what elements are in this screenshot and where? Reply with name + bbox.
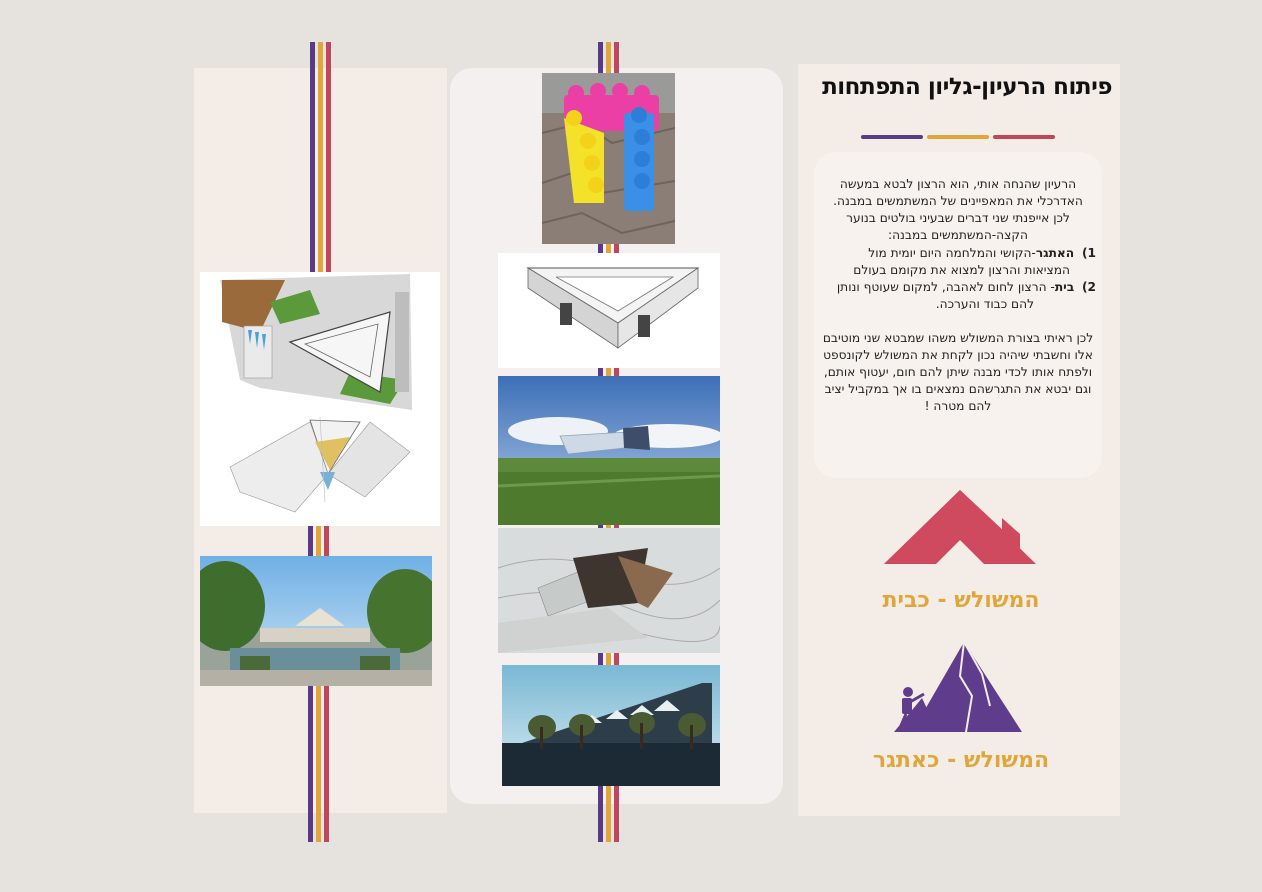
conclusion-line-4: וגם יבטא את התגרשהם נמצאים בו אך במקביל יציב xyxy=(824,382,1092,396)
middle-stripes-6 xyxy=(598,778,619,842)
point-1-number: 1) xyxy=(1081,246,1096,260)
courtyard-render-image xyxy=(200,556,432,686)
conclusion-line-5: להם מטרה ! xyxy=(924,399,992,413)
intro-line-3: לכן אייפנתי שני דברים שבעיני בולטים בנוער xyxy=(846,211,1070,225)
house-roof-icon xyxy=(880,484,1040,570)
mountain-caption: המשולש - כאתגר xyxy=(872,748,1050,773)
terrain-model-image xyxy=(498,528,720,653)
site-plan-image xyxy=(200,272,440,526)
intro-line-1: הרעיון שהנחה אותי, הוא הרצון לבטא במעשה xyxy=(839,177,1077,191)
point-1-term: האתגר xyxy=(1035,246,1075,260)
night-facade-render-image xyxy=(502,665,720,786)
point-2-number: 2) xyxy=(1081,280,1096,294)
house-caption: המשולש - כבית xyxy=(882,588,1040,613)
point-2-text: - הרצון לחום לאהבה, למקום שעוטף ונותן xyxy=(836,280,1055,294)
point-1-line-1 xyxy=(818,245,1096,262)
mountain-climber-icon xyxy=(894,636,1026,732)
point-2-term: בית xyxy=(1054,280,1075,294)
point-2-line-2: להם כבוד והערכה. xyxy=(935,297,1034,311)
left-stripes-bottom xyxy=(308,685,329,842)
point-1-text: -הקושי והמלחמה היום יומית מול xyxy=(868,246,1036,260)
conclusion-line-3: ולפתח אותו לכדי מבנה שיתן להם חום, יעטוף אותם, xyxy=(823,365,1093,379)
triangle-massing-model-image xyxy=(498,253,720,368)
conclusion-line-2: אלו וחשבתי שיהיה נכון לקחת את המשולש לקונספט xyxy=(823,348,1093,362)
point-1-line-2: המציאות והרצון למצוא את מקומם בעולם xyxy=(853,263,1070,277)
intro-line-2: האדרכלי את המאפיינים של המשתמשים במבנה. xyxy=(833,194,1083,208)
title-underline-purple xyxy=(861,135,923,139)
title-underline-rose xyxy=(993,135,1055,139)
conclusion-line-1: לכן ראיתי בצורת המשולש משהו שמבטא שני מוטיבם xyxy=(822,331,1094,345)
left-stripes-top xyxy=(310,42,331,280)
point-2-line-1 xyxy=(818,279,1096,296)
toy-blocks-photo xyxy=(542,73,675,244)
intro-line-4: הקצה-המשתמשים במבנה: xyxy=(887,228,1028,242)
title-underline-gold xyxy=(927,135,989,139)
page-title: פיתוח הרעיון-גליון התפתחות xyxy=(822,74,1112,100)
field-building-photo xyxy=(498,376,720,525)
